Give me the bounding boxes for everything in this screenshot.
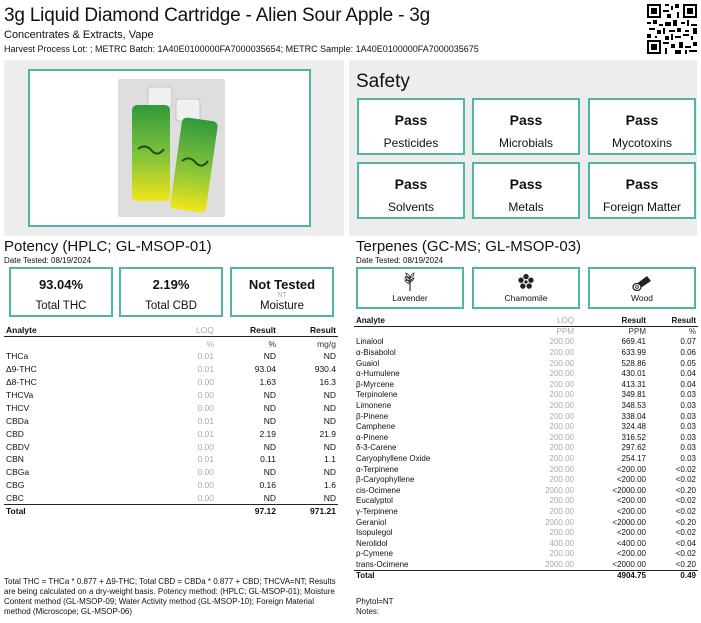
terpene-row: [354, 454, 698, 465]
cell-pct: 0.03: [680, 443, 696, 453]
col-result-mg: Result: [278, 324, 338, 337]
safety-result: Pass: [394, 176, 428, 192]
cell-loq: 0.01: [197, 415, 214, 426]
cell-pct: <0.20: [675, 559, 696, 569]
cell-analyte: THCV: [6, 402, 30, 413]
terpene-row: [354, 496, 698, 507]
cell-pct: 0.16: [259, 480, 276, 491]
potency-row: [4, 414, 338, 427]
cell-pct: 93.04: [254, 364, 276, 375]
terpene-row: [354, 369, 698, 380]
cell-analyte: β-Caryophyllene: [356, 475, 415, 485]
cell-loq: 200.00: [549, 411, 574, 421]
safety-result: Pass: [625, 176, 659, 192]
cell-loq: 0.00: [197, 492, 214, 503]
safety-mycotoxins: [588, 98, 696, 155]
total-cbd-label: Total CBD: [145, 300, 197, 312]
potency-row: [4, 479, 338, 492]
cell-pct: ND: [263, 415, 276, 426]
potency-row: [4, 376, 338, 389]
total-mg: 971.21: [278, 505, 338, 518]
cell-loq: 0.00: [197, 377, 214, 388]
terpene-row: [354, 549, 698, 560]
cell-ppm: <200.00: [616, 528, 646, 538]
aroma-label: Wood: [630, 293, 654, 303]
cell-pct: 0.11: [260, 454, 276, 465]
cell-mg: 21.9: [319, 428, 336, 439]
cell-loq: 200.00: [549, 443, 574, 453]
cell-ppm: <200.00: [616, 506, 646, 516]
cell-analyte: p-Cymene: [356, 549, 393, 559]
cell-ppm: 633.99: [621, 348, 646, 358]
total-pct: 0.49: [648, 570, 698, 581]
cell-ppm: 254.17: [621, 454, 646, 464]
cell-mg: ND: [323, 492, 336, 503]
cell-loq: 200.00: [549, 475, 574, 485]
cell-ppm: 430.01: [621, 369, 646, 379]
cell-mg: ND: [323, 351, 336, 362]
cell-analyte: Camphene: [356, 422, 396, 432]
cell-analyte: CBD: [6, 428, 24, 439]
product-photo-frame: [28, 69, 311, 227]
cell-analyte: Δ9-THC: [6, 364, 37, 375]
terpenes-date: Date Tested: 08/19/2024: [356, 256, 444, 265]
cell-pct: 1.63: [259, 377, 276, 388]
terpene-row: [354, 443, 698, 454]
unit-result-ppm: PPM: [628, 327, 646, 337]
unit-result-pct: %: [688, 327, 696, 337]
terpene-row: [354, 348, 698, 359]
cell-analyte: trans-Ocimene: [356, 559, 409, 569]
aroma-label: Chamomile: [504, 293, 548, 303]
report-header: [4, 4, 634, 55]
cell-loq: 200.00: [549, 506, 574, 516]
total-cbd-card: [119, 267, 223, 317]
terpenes-total-row: [354, 570, 698, 581]
total-ppm: 4904.75: [576, 570, 648, 581]
cell-pct: 0.03: [680, 411, 696, 421]
cell-pct: <0.02: [675, 506, 696, 516]
col-loq: LOQ: [154, 324, 216, 337]
terpene-row: [354, 401, 698, 412]
terpene-row: [354, 464, 698, 475]
cell-ppm: 349.81: [621, 390, 646, 400]
cell-analyte: α-Humulene: [356, 369, 400, 379]
aroma-label: Lavender: [392, 293, 428, 303]
total-label: Total: [4, 505, 154, 518]
safety-label: Foreign Matter: [602, 200, 682, 214]
col-analyte: Analyte: [354, 316, 504, 327]
cell-ppm: 528.86: [621, 358, 646, 368]
potency-date: Date Tested: 08/19/2024: [4, 256, 92, 265]
cell-pct: ND: [263, 467, 276, 478]
col-result-pct: Result: [216, 324, 278, 337]
cell-pct: 2.19: [259, 428, 276, 439]
terpene-row: [354, 560, 698, 571]
notes-label: Notes:: [356, 607, 380, 616]
cell-mg: ND: [323, 441, 336, 452]
col-result-ppm: Result: [576, 316, 648, 327]
terpenes-notes: [356, 597, 394, 617]
cell-ppm: 413.31: [621, 379, 646, 389]
cell-pct: <0.02: [675, 549, 696, 559]
cell-analyte: Terpinolene: [356, 390, 398, 400]
cell-pct: 0.04: [680, 379, 696, 389]
product-title: 3g Liquid Diamond Cartridge - Alien Sour Apple - 3g: [4, 5, 431, 26]
cell-loq: 400.00: [549, 538, 574, 548]
safety-result: Pass: [509, 112, 543, 128]
cell-analyte: Nerolidol: [356, 538, 388, 548]
product-category: Concentrates & Extracts, Vape: [4, 29, 154, 41]
cell-mg: 1.6: [324, 480, 336, 491]
cell-loq: 2000.00: [545, 559, 574, 569]
cell-pct: <0.02: [675, 464, 696, 474]
cell-pct: 0.03: [680, 432, 696, 442]
cell-pct: ND: [263, 390, 276, 400]
potency-row: [4, 427, 338, 440]
cell-analyte: CBC: [6, 492, 24, 503]
safety-result: Pass: [394, 112, 428, 128]
cell-analyte: CBG: [6, 480, 25, 491]
cell-pct: <0.04: [675, 538, 696, 548]
safety-solvents: [357, 162, 465, 219]
terpene-row: [354, 390, 698, 401]
cell-pct: <0.02: [675, 528, 696, 538]
total-thc-label: Total THC: [35, 300, 87, 312]
moisture-label: Moisture: [259, 300, 305, 312]
cell-loq: 200.00: [549, 401, 574, 411]
cell-analyte: CBDV: [6, 441, 30, 452]
cell-mg: 1.1: [324, 454, 336, 465]
cell-mg: 930.4: [314, 364, 336, 375]
cell-mg: ND: [323, 415, 336, 426]
cell-loq: 200.00: [549, 496, 574, 506]
aroma-lavender: [356, 267, 464, 309]
moisture-card: [230, 267, 334, 317]
cell-loq: 200.00: [549, 358, 574, 368]
cell-analyte: β-Myrcene: [356, 379, 394, 389]
cell-analyte: γ-Terpinene: [356, 506, 398, 516]
safety-label: Mycotoxins: [611, 136, 673, 150]
potency-row: [4, 389, 338, 402]
cell-ppm: <2000.00: [612, 485, 646, 495]
cell-pct: 0.03: [680, 390, 696, 400]
total-label: Total: [354, 570, 504, 581]
cell-loq: 200.00: [549, 337, 574, 347]
cell-pct: <0.20: [675, 517, 696, 527]
cell-pct: <0.02: [675, 475, 696, 485]
terpenes-title: Terpenes (GC-MS; GL-MSOP-03): [356, 238, 582, 255]
cell-loq: 0.01: [197, 364, 214, 375]
cell-pct: ND: [263, 402, 276, 413]
cell-analyte: α-Bisabolol: [356, 348, 396, 358]
cell-loq: 0.01: [197, 428, 214, 439]
terpene-row: [354, 538, 698, 549]
cell-pct: <0.02: [675, 496, 696, 506]
safety-foreign-matter: [588, 162, 696, 219]
cell-analyte: cis-Ocimene: [356, 485, 401, 495]
safety-result: Pass: [625, 112, 659, 128]
batch-info: Harvest Process Lot: ; METRC Batch: 1A40E0100000FA7000035654; METRC Sample: 1A40E0100000FA7000035675: [4, 44, 479, 54]
cell-ppm: 338.04: [621, 411, 646, 421]
potency-total-row: [4, 505, 338, 518]
cell-ppm: 669.41: [621, 337, 646, 347]
cell-pct: ND: [263, 441, 276, 452]
cell-mg: ND: [323, 402, 336, 413]
cell-loq: 200.00: [549, 369, 574, 379]
cell-loq: 0.00: [197, 390, 214, 400]
safety-metals: [472, 162, 580, 219]
cell-loq: 0.01: [197, 351, 214, 362]
cell-mg: 16.3: [319, 377, 336, 388]
cell-loq: 200.00: [549, 390, 574, 400]
product-photo: [118, 79, 225, 217]
cell-loq: 0.00: [197, 467, 214, 478]
cell-loq: 200.00: [549, 549, 574, 559]
terpene-row: [354, 358, 698, 369]
cell-loq: 0.01: [197, 454, 214, 465]
total-cbd-value: 2.19%: [152, 277, 190, 292]
potency-row: [4, 363, 338, 376]
cell-pct: 0.03: [680, 422, 696, 432]
potency-footnote: Total THC = THCa * 0.877 + Δ9-THC; Total CBD = CBDa * 0.877 + CBD; THCVA=NT; Results are being calculated on a dry-weight basis. Potency method: (HPLC; GL-MSOP-01); Moisture Content method (GL-MSOP-09; Water Activity method (GL-MSOP-10); Foreign Material method (Microscope; GL-MSOP-06): [4, 577, 336, 616]
cell-ppm: <400.00: [616, 538, 646, 548]
total-pct: 97.12: [216, 505, 278, 518]
unit-result-mg: mg/g: [317, 338, 336, 349]
safety-label: Solvents: [387, 200, 435, 214]
potency-row: [4, 401, 338, 414]
col-loq: LOQ: [504, 316, 576, 327]
cell-ppm: <200.00: [616, 464, 646, 474]
potency-row: [4, 492, 338, 505]
cell-ppm: 316.52: [621, 432, 646, 442]
cell-analyte: Δ8-THC: [6, 377, 37, 388]
cell-analyte: δ-3-Carene: [356, 443, 397, 453]
cell-loq: 200.00: [549, 422, 574, 432]
cell-pct: 0.06: [680, 348, 696, 358]
cell-loq: 2000.00: [545, 485, 574, 495]
cell-ppm: <200.00: [616, 496, 646, 506]
cell-analyte: THCa: [6, 351, 29, 362]
col-analyte: Analyte: [4, 324, 154, 337]
total-thc-card: [9, 267, 113, 317]
cell-pct: 0.03: [680, 401, 696, 411]
cell-pct: ND: [263, 351, 276, 362]
total-thc-value: 93.04%: [38, 277, 84, 292]
cell-ppm: 324.48: [621, 422, 646, 432]
wood-icon: [590, 271, 694, 293]
cell-pct: 0.03: [680, 454, 696, 464]
cell-loq: 0.00: [197, 402, 214, 413]
cell-pct: 0.05: [680, 358, 696, 368]
cell-analyte: β-Pinene: [356, 411, 389, 421]
cell-loq: 200.00: [549, 454, 574, 464]
potency-row: [4, 453, 338, 466]
cell-mg: ND: [323, 467, 336, 478]
terpene-row: [354, 486, 698, 497]
unit-loq: %: [206, 338, 214, 349]
potency-row: [4, 466, 338, 479]
safety-title: Safety: [356, 71, 410, 92]
cell-loq: 2000.00: [545, 517, 574, 527]
safety-pesticides: [357, 98, 465, 155]
terpene-row: [354, 422, 698, 433]
safety-microbials: [472, 98, 580, 155]
cell-analyte: α-Pinene: [356, 432, 389, 442]
cell-analyte: CBGa: [6, 467, 30, 478]
cell-analyte: Caryophyllene Oxide: [356, 454, 431, 464]
terpene-row: [354, 411, 698, 422]
cell-loq: 0.00: [197, 480, 214, 491]
col-result-pct: Result: [648, 316, 698, 327]
terpene-row: [354, 528, 698, 539]
cell-loq: 200.00: [549, 464, 574, 474]
phytol-note: Phytol=NT: [356, 597, 394, 606]
qr-code-icon[interactable]: [647, 4, 697, 54]
cell-pct: 0.07: [680, 337, 696, 347]
aroma-wood: [588, 267, 696, 309]
chamomile-icon: [474, 271, 578, 293]
safety-result: Pass: [509, 176, 543, 192]
aroma-chamomile: [472, 267, 580, 309]
terpene-row: [354, 475, 698, 486]
cell-analyte: Eucalyptol: [356, 496, 393, 506]
cell-pct: 0.04: [680, 369, 696, 379]
cell-ppm: 297.62: [621, 443, 646, 453]
moisture-value: Not Tested: [248, 277, 316, 292]
cell-ppm: <200.00: [616, 475, 646, 485]
terpenes-table: [354, 316, 698, 581]
cell-ppm: <2000.00: [612, 559, 646, 569]
unit-result-pct: %: [268, 338, 276, 349]
potency-row: [4, 350, 338, 363]
safety-label: Microbials: [498, 136, 553, 150]
cell-loq: 200.00: [549, 348, 574, 358]
cell-analyte: α-Terpinene: [356, 464, 399, 474]
terpene-row: [354, 433, 698, 444]
cell-analyte: CBDa: [6, 415, 29, 426]
potency-table: [4, 324, 338, 517]
terpene-row: [354, 380, 698, 391]
cell-analyte: CBN: [6, 454, 24, 465]
terpene-row: [354, 337, 698, 348]
cell-analyte: THCVa: [6, 390, 34, 400]
cell-analyte: Isopulegol: [356, 528, 393, 538]
lavender-icon: [358, 271, 462, 293]
cell-loq: 200.00: [549, 528, 574, 538]
terpene-row: [354, 507, 698, 518]
moisture-nt: NT: [277, 292, 287, 299]
safety-label: Pesticides: [383, 136, 439, 150]
cell-ppm: <200.00: [616, 549, 646, 559]
cell-loq: 0.00: [197, 441, 214, 452]
cell-loq: 200.00: [549, 379, 574, 389]
cell-analyte: Guaiol: [356, 358, 380, 368]
safety-label: Metals: [508, 200, 544, 214]
cell-loq: 200.00: [549, 432, 574, 442]
cell-analyte: Geraniol: [356, 517, 387, 527]
unit-loq: PPM: [556, 327, 574, 337]
cell-pct: <0.20: [675, 485, 696, 495]
cell-ppm: 348.53: [621, 401, 646, 411]
potency-row: [4, 440, 338, 453]
cell-analyte: Linalool: [356, 337, 384, 347]
terpene-row: [354, 517, 698, 528]
cell-mg: ND: [323, 390, 336, 400]
cell-pct: ND: [263, 492, 276, 503]
cell-analyte: Limonene: [356, 401, 392, 411]
cell-ppm: <2000.00: [612, 517, 646, 527]
potency-title: Potency (HPLC; GL-MSOP-01): [4, 238, 212, 255]
